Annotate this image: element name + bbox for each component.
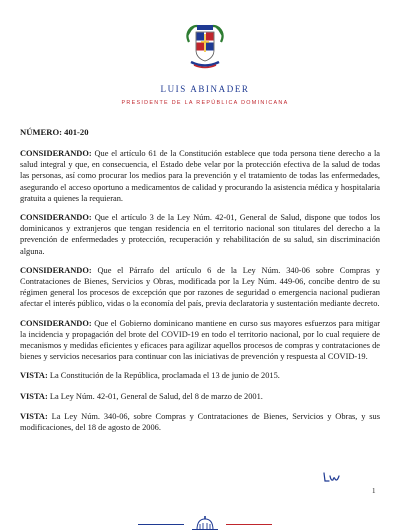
considerando-paragraph	[20, 265, 380, 310]
paragraph-text: Que el Párrafo del artículo 6 de la Ley Núm. 340-06 sobre Compras y Contrataciones de Bienes, Servicios y Obras, modificada por la Ley Núm. 449-06, concibe dentro de su régimen general los procesos de excepción que por razones de seguridad o emergencia nacional pudieran afectar el interés público, vidas o la economía del país, previa declaratoria y sustentación mediante decreto.	[20, 265, 380, 309]
paragraph-text: La Ley Núm. 42-01, General de Salud, del 8 de marzo de 2001.	[47, 391, 263, 401]
considerando-paragraph	[20, 148, 380, 204]
paragraph-text: Que el Gobierno dominicano mantiene en curso sus mayores esfuerzos para mitigar la incidencia y propagación del brote del COVID-19 en todo el territorio nacional, por lo cual requiere de mecanismos y medidas eficientes y eficaces para agilizar aquellos procesos de compras y contrataciones de bienes y servicios necesarios para continuar con las iniciativas de prevención y respuesta al COVID-19.	[20, 318, 380, 362]
president-title: PRESIDENTE DE LA REPÚBLICA DOMINICANA	[121, 100, 289, 106]
vista-paragraph	[20, 411, 380, 433]
footer	[0, 514, 410, 530]
coat-of-arms-icon	[185, 22, 225, 70]
vista-paragraph	[20, 391, 380, 402]
paragraph-text: La Constitución de la República, proclamada el 13 de junio de 2015.	[47, 371, 280, 381]
letterhead	[0, 22, 410, 106]
footer-divider-right	[226, 524, 272, 525]
paragraph-keyword: CONSIDERANDO:	[20, 265, 92, 275]
footer-divider-left	[138, 524, 184, 525]
paragraph-keyword: VISTA:	[20, 391, 48, 401]
decree-body	[20, 127, 380, 442]
paragraph-text: La Ley Núm. 340-06, sobre Compras y Contrataciones de Bienes, Servicios y Obras, y sus modificaciones, del 18 de agosto de 2006.	[20, 411, 380, 433]
paragraph-keyword: CONSIDERANDO:	[20, 318, 92, 328]
paragraph-text: Que el artículo 3 de la Ley Núm. 42-01, General de Salud, dispone que todos los dominicanos y extranjeros que tengan residencia en el territorio nacional son titulares del derecho a la prevención de enfermedades y protección, recuperación y rehabilitación de su salud, sin discriminación alguna.	[20, 213, 380, 256]
page-number: 1	[372, 487, 376, 495]
decree-number: NÚMERO: 401-20	[20, 127, 89, 137]
vista-paragraph	[20, 370, 380, 381]
considerando-paragraph	[20, 212, 380, 257]
considerando-paragraph	[20, 318, 380, 363]
national-palace-emblem-icon	[192, 516, 218, 530]
paragraph-keyword: VISTA:	[20, 371, 48, 381]
president-name: LUIS ABINADER	[160, 84, 250, 94]
signature-initials	[322, 470, 342, 484]
paragraph-keyword: CONSIDERANDO:	[20, 213, 92, 223]
paragraph-keyword: VISTA:	[20, 411, 48, 421]
paragraph-keyword: CONSIDERANDO:	[20, 149, 92, 158]
paragraph-text: Que el artículo 61 de la Constitución establece que toda persona tiene derecho a la salud integral y que, en consecuencia, el Estado debe velar por la protección efectiva de la salud de todas las personas, así como procurar los medios para la prevención y el tratamiento de todas las enfermedades, asegurando el acceso oportuno a medicamentos de calidad y procurando la asistencia médica y hospitalaria gratuita a quienes la requieran.	[20, 149, 380, 203]
